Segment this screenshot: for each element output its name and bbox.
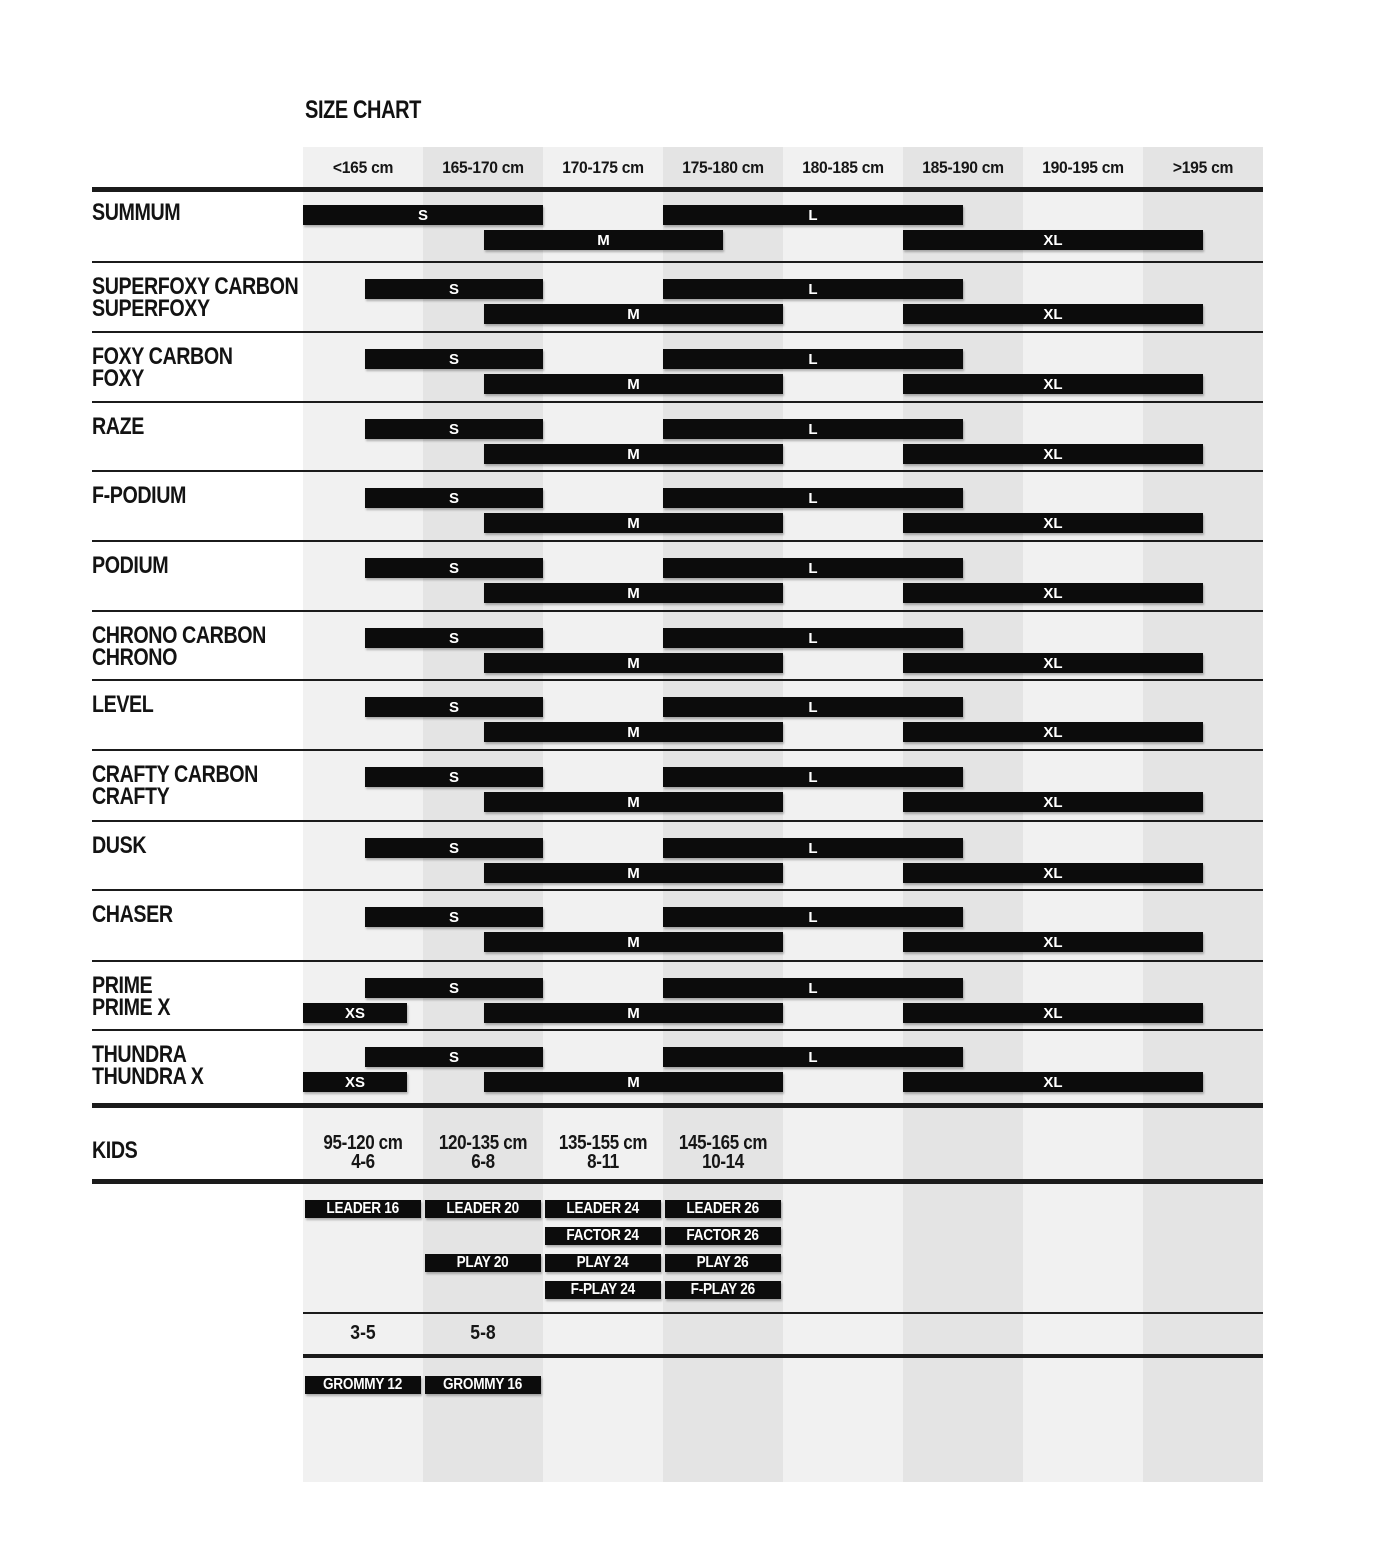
kids-bike-bar <box>545 1200 661 1218</box>
kids-height-range: 145-165 cm <box>678 1132 768 1154</box>
row-divider-line <box>92 401 1263 403</box>
size-bar-s: S <box>365 488 543 508</box>
size-bar-m: M <box>484 230 723 250</box>
size-bar-m: M <box>484 863 783 883</box>
kids-header-line <box>92 1179 1263 1184</box>
column-band <box>1143 147 1263 1482</box>
kids-bike-bar <box>665 1227 781 1245</box>
kids-bike-label: FACTOR 24 <box>566 1227 640 1244</box>
model-label-line: CRAFTY <box>92 783 170 810</box>
model-label-line: FOXY <box>92 365 144 392</box>
model-label <box>92 482 187 509</box>
column-header: 170-175 cm <box>562 157 644 177</box>
model-label-line: FOXY CARBON <box>92 343 233 370</box>
kids-ages-line <box>303 1354 1263 1358</box>
kids-bike-bar <box>425 1254 541 1272</box>
size-bar-l: L <box>663 907 963 927</box>
kids-age-range: 6-8 <box>471 1151 495 1173</box>
kids-column-header <box>312 1134 414 1172</box>
row-divider-line <box>92 749 1263 751</box>
size-bar-l: L <box>663 697 963 717</box>
kids-height-range: 95-120 cm <box>323 1132 403 1154</box>
model-label <box>92 972 171 1021</box>
kids-section-label: KIDS <box>92 1137 138 1164</box>
column-band <box>1023 147 1143 1482</box>
model-label <box>92 199 181 226</box>
size-bar-s: S <box>303 205 543 225</box>
column-band <box>303 147 423 1482</box>
kids-bike-bar <box>545 1227 661 1245</box>
model-label <box>92 761 258 810</box>
column-header: 175-180 cm <box>682 157 764 177</box>
size-bar-l: L <box>663 838 963 858</box>
kids-age-range: 10-14 <box>702 1151 744 1173</box>
size-bar-s: S <box>365 838 543 858</box>
size-bar-s: S <box>365 907 543 927</box>
kids-bike-label: F-PLAY 26 <box>690 1281 756 1298</box>
size-bar-xl: XL <box>903 792 1203 812</box>
kids-bike-label: PLAY 24 <box>577 1254 629 1271</box>
kids-bike-label: PLAY 20 <box>457 1254 509 1271</box>
model-label <box>92 622 266 671</box>
column-header: 165-170 cm <box>442 157 524 177</box>
row-divider-line <box>92 820 1263 822</box>
size-bar-xl: XL <box>903 1003 1203 1023</box>
size-bar-l: L <box>663 419 963 439</box>
kids-height-range: 120-135 cm <box>438 1132 528 1154</box>
size-bar-l: L <box>663 205 963 225</box>
column-header: 180-185 cm <box>802 157 884 177</box>
size-bar-s: S <box>365 697 543 717</box>
size-bar-s: S <box>365 628 543 648</box>
kids-bike-label: GROMMY 12 <box>323 1376 403 1393</box>
model-label-line: CHRONO <box>92 644 178 671</box>
column-band <box>783 147 903 1482</box>
kids-bike-label: LEADER 26 <box>686 1200 760 1217</box>
kids-bike-label: FACTOR 26 <box>686 1227 760 1244</box>
model-label-line: DUSK <box>92 832 147 859</box>
column-band <box>423 147 543 1482</box>
size-bar-l: L <box>663 488 963 508</box>
size-bar-l: L <box>663 558 963 578</box>
size-bar-xl: XL <box>903 304 1203 324</box>
model-label <box>92 691 154 718</box>
kids-bike-bar <box>305 1376 421 1394</box>
size-bar-xl: XL <box>903 932 1203 952</box>
kids-bike-bar <box>665 1281 781 1299</box>
kids-bike-bar <box>545 1281 661 1299</box>
model-label <box>92 343 233 392</box>
size-bar-m: M <box>484 444 783 464</box>
size-bar-xl: XL <box>903 513 1203 533</box>
model-label-line: PRIME X <box>92 994 171 1021</box>
kids-bike-label: LEADER 20 <box>446 1200 520 1217</box>
kids-column-header <box>672 1134 774 1172</box>
model-label-line: PODIUM <box>92 552 169 579</box>
size-bar-s: S <box>365 558 543 578</box>
kids-bike-label: LEADER 24 <box>566 1200 640 1217</box>
kids-bike-bar <box>545 1254 661 1272</box>
model-label <box>92 901 173 928</box>
model-label-line: SUPERFOXY <box>92 295 210 322</box>
table-bottom-line <box>92 1103 1263 1108</box>
size-bar-m: M <box>484 513 783 533</box>
row-divider-line <box>92 331 1263 333</box>
size-bar-s: S <box>365 767 543 787</box>
kids-thin-line <box>303 1312 1263 1314</box>
size-bar-m: M <box>484 304 783 324</box>
size-bar-xl: XL <box>903 374 1203 394</box>
row-divider-line <box>92 540 1263 542</box>
size-bar-l: L <box>663 349 963 369</box>
size-bar-s: S <box>365 1047 543 1067</box>
size-bar-s: S <box>365 279 543 299</box>
model-label-line: PRIME <box>92 972 153 999</box>
kids-bike-bar <box>425 1376 541 1394</box>
column-header: 185-190 cm <box>922 157 1004 177</box>
model-label-line: SUMMUM <box>92 199 181 226</box>
model-label <box>92 552 169 579</box>
kids-bike-bar <box>665 1200 781 1218</box>
row-divider-line <box>92 470 1263 472</box>
kids-bike-bar <box>425 1200 541 1218</box>
kids-ages-cell: 5-8 <box>470 1322 496 1344</box>
size-bar-l: L <box>663 279 963 299</box>
size-bar-l: L <box>663 978 963 998</box>
size-bar-m: M <box>484 1003 783 1023</box>
size-bar-m: M <box>484 722 783 742</box>
model-label-line: CHASER <box>92 901 173 928</box>
kids-height-range: 135-155 cm <box>558 1132 648 1154</box>
header-divider-line <box>92 187 1263 192</box>
model-label-line: SUPERFOXY CARBON <box>92 273 299 300</box>
kids-bike-bar <box>665 1254 781 1272</box>
column-header: 190-195 cm <box>1042 157 1124 177</box>
size-bar-s: S <box>365 419 543 439</box>
column-header: <165 cm <box>332 157 394 177</box>
row-divider-line <box>92 610 1263 612</box>
size-bar-m: M <box>484 374 783 394</box>
size-bar-xl: XL <box>903 863 1203 883</box>
size-bar-xs: XS <box>303 1072 407 1092</box>
column-header: >195 cm <box>1172 157 1234 177</box>
model-label-line: LEVEL <box>92 691 154 718</box>
model-label-line: CRAFTY CARBON <box>92 761 258 788</box>
size-bar-m: M <box>484 932 783 952</box>
model-label-line: F-PODIUM <box>92 482 187 509</box>
size-bar-xl: XL <box>903 1072 1203 1092</box>
size-bar-xl: XL <box>903 444 1203 464</box>
kids-bike-label: LEADER 16 <box>326 1200 400 1217</box>
page-title: SIZE CHART <box>305 96 421 124</box>
kids-column-header <box>552 1134 654 1172</box>
column-band <box>903 147 1023 1482</box>
size-bar-m: M <box>484 1072 783 1092</box>
row-divider-line <box>92 261 1263 263</box>
size-bar-l: L <box>663 1047 963 1067</box>
kids-ages-cell: 3-5 <box>350 1322 376 1344</box>
kids-age-range: 8-11 <box>587 1151 619 1173</box>
model-label <box>92 832 147 859</box>
kids-bike-label: F-PLAY 24 <box>570 1281 636 1298</box>
size-bar-xl: XL <box>903 583 1203 603</box>
size-bar-xl: XL <box>903 230 1203 250</box>
size-bar-s: S <box>365 978 543 998</box>
row-divider-line <box>92 889 1263 891</box>
row-divider-line <box>92 679 1263 681</box>
model-label-line: THUNDRA <box>92 1041 187 1068</box>
kids-bike-label: GROMMY 16 <box>443 1376 523 1393</box>
size-bar-xl: XL <box>903 722 1203 742</box>
size-bar-m: M <box>484 792 783 812</box>
kids-column-header <box>432 1134 534 1172</box>
row-divider-line <box>92 960 1263 962</box>
size-bar-m: M <box>484 583 783 603</box>
row-divider-line <box>92 1029 1263 1031</box>
size-bar-m: M <box>484 653 783 673</box>
size-bar-l: L <box>663 628 963 648</box>
kids-bike-bar <box>305 1200 421 1218</box>
size-bar-xs: XS <box>303 1003 407 1023</box>
size-bar-s: S <box>365 349 543 369</box>
model-label <box>92 413 144 440</box>
model-label-line: RAZE <box>92 413 144 440</box>
size-bar-xl: XL <box>903 653 1203 673</box>
model-label-line: THUNDRA X <box>92 1063 204 1090</box>
model-label <box>92 273 299 322</box>
kids-bike-label: PLAY 26 <box>697 1254 749 1271</box>
model-label <box>92 1041 204 1090</box>
kids-age-range: 4-6 <box>351 1151 375 1173</box>
model-label-line: CHRONO CARBON <box>92 622 266 649</box>
size-bar-l: L <box>663 767 963 787</box>
